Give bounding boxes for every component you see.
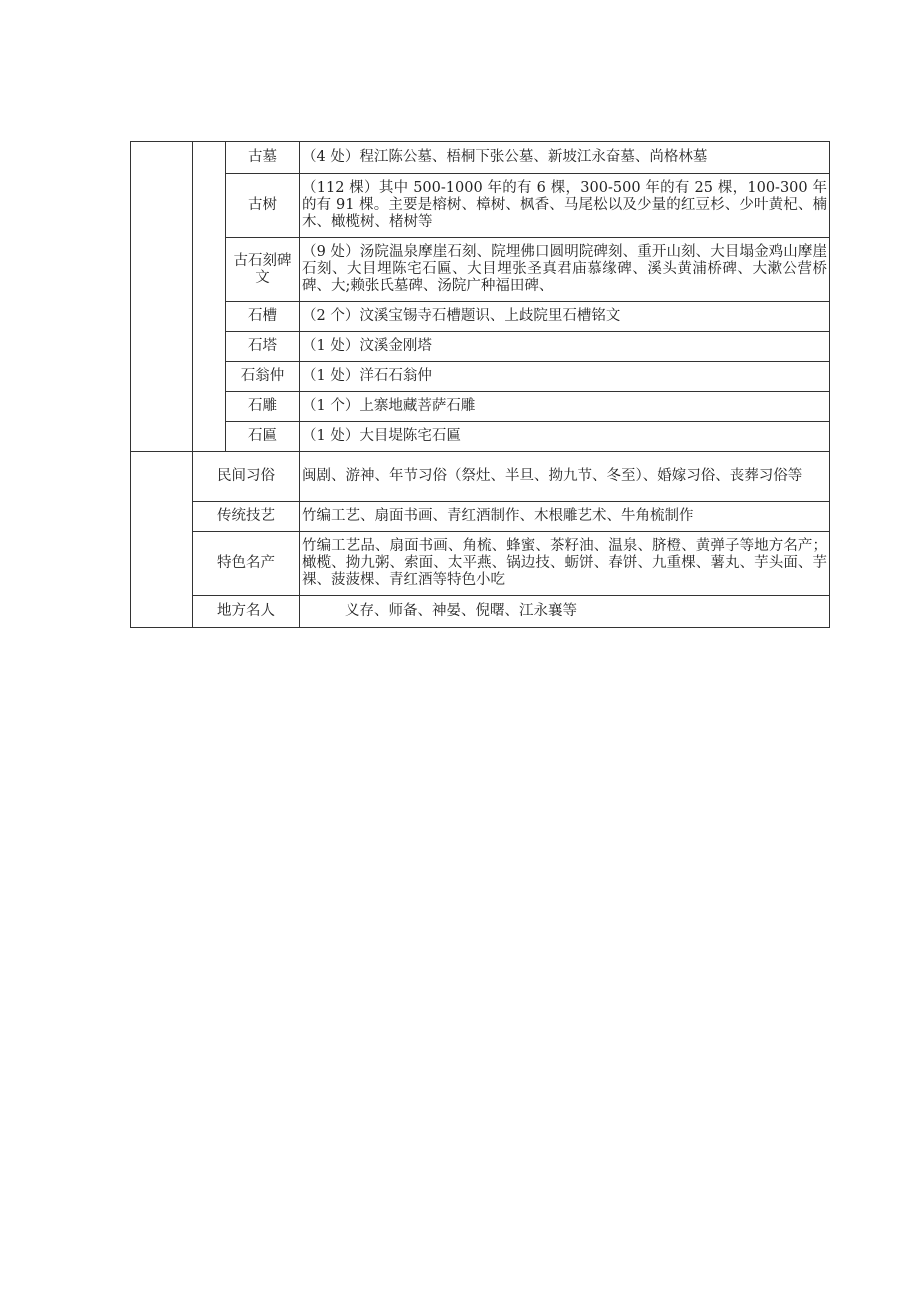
item-name: 石翁仲 bbox=[226, 362, 300, 392]
item-name: 古树 bbox=[226, 174, 300, 238]
culture-item-name: 地方名人 bbox=[193, 596, 300, 628]
culture-item-description: 竹编工艺品、扇面书画、角梳、蜂蜜、茶籽油、温泉、脐橙、黄弹子等地方名产；橄榄、拗九粥、索面、太平燕、锅边技、蛎饼、春饼、九重棵、薯丸、芋头面、芋裸、菠菠棵、青红酒等特色小吃 bbox=[300, 532, 830, 596]
item-description: （112 棵）其中 500-1000 年的有 6 棵，300-500 年的有 25 棵，100-300 年的有 91 棵。主要是榕树、樟树、枫香、马尾松以及少量的红豆杉、少叶黄杞、楠木、橄榄树、楮树等 bbox=[300, 174, 830, 238]
item-description: （1 处）洋石石翁仲 bbox=[300, 362, 830, 392]
item-name: 古墓 bbox=[226, 142, 300, 174]
item-name: 石匾 bbox=[226, 422, 300, 452]
culture-item-description: 闽剧、游神、年节习俗（祭灶、半旦、拗九节、冬至）、婚嫁习俗、丧葬习俗等 bbox=[300, 452, 830, 502]
subcategory-cell-blank bbox=[193, 142, 226, 452]
item-name: 石槽 bbox=[226, 302, 300, 332]
table-row bbox=[131, 392, 830, 422]
culture-item-description: 义存、师备、神晏、倪曙、江永襄等 bbox=[300, 596, 830, 628]
item-name: 石塔 bbox=[226, 332, 300, 362]
category-cell-blank bbox=[131, 452, 193, 628]
table-row bbox=[131, 532, 830, 596]
table-row bbox=[131, 362, 830, 392]
culture-item-description: 竹编工艺、扇面书画、青红酒制作、木根雕艺术、牛角梳制作 bbox=[300, 502, 830, 532]
item-description: （1 处）汶溪金刚塔 bbox=[300, 332, 830, 362]
item-description: （4 处）程江陈公墓、梧桐下张公墓、新坡江永奋墓、尚格林墓 bbox=[300, 142, 830, 174]
heritage-table bbox=[130, 141, 830, 628]
item-name: 古石刻碑文 bbox=[226, 238, 300, 302]
table-row bbox=[131, 142, 830, 174]
item-name: 石雕 bbox=[226, 392, 300, 422]
culture-item-name: 特色名产 bbox=[193, 532, 300, 596]
category-cell-blank bbox=[131, 142, 193, 452]
item-description: （1 个）上寨地藏菩萨石雕 bbox=[300, 392, 830, 422]
culture-item-name: 传统技艺 bbox=[193, 502, 300, 532]
item-description: （9 处）汤院温泉摩崖石刻、院埋佛口圆明院碑刻、重开山刻、大目塌金鸡山摩崖石刻、大目埋陈宅石匾、大目埋张圣真君庙慕缘碑、溪头黄浦桥碑、大漱公营桥碑、大;赖张氏墓碑、汤院广种福田碑、 bbox=[300, 238, 830, 302]
table-row bbox=[131, 452, 830, 502]
table-row bbox=[131, 238, 830, 302]
table-row bbox=[131, 422, 830, 452]
table-row bbox=[131, 332, 830, 362]
table-row bbox=[131, 502, 830, 532]
culture-item-name: 民间习俗 bbox=[193, 452, 300, 502]
table-row bbox=[131, 174, 830, 238]
table-row bbox=[131, 302, 830, 332]
item-description: （1 处）大目堤陈宅石匾 bbox=[300, 422, 830, 452]
table-row bbox=[131, 596, 830, 628]
item-description: （2 个）汶溪宝锡寺石槽题识、上歧院里石槽铭文 bbox=[300, 302, 830, 332]
